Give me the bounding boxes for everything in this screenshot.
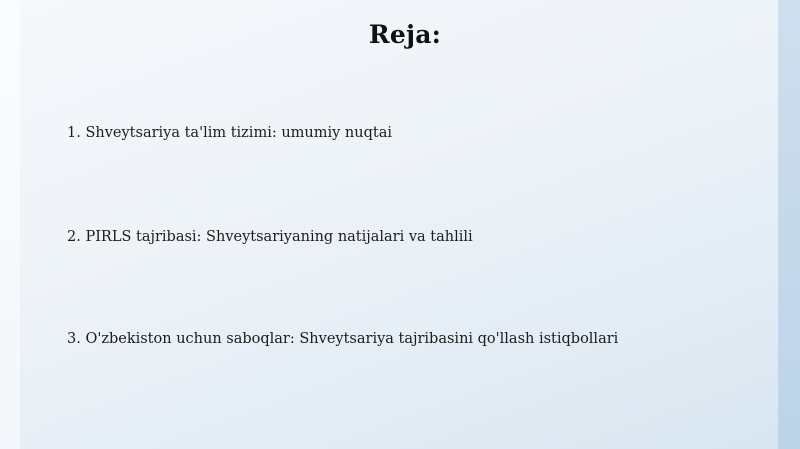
plan-item-2: 2. PIRLS tajribasi: Shveytsariyaning natijalari va tahlili [67, 229, 473, 245]
slide-right-edge [778, 0, 800, 449]
plan-item-3: 3. O'zbekiston uchun saboqlar: Shveytsariya tajribasini qo'llash istiqbollari [67, 331, 619, 347]
slide-title: Reja: [368, 20, 442, 49]
slide-left-edge [0, 0, 20, 449]
plan-item-1: 1. Shveytsariya ta'lim tizimi: umumiy nuqtai [67, 125, 393, 141]
